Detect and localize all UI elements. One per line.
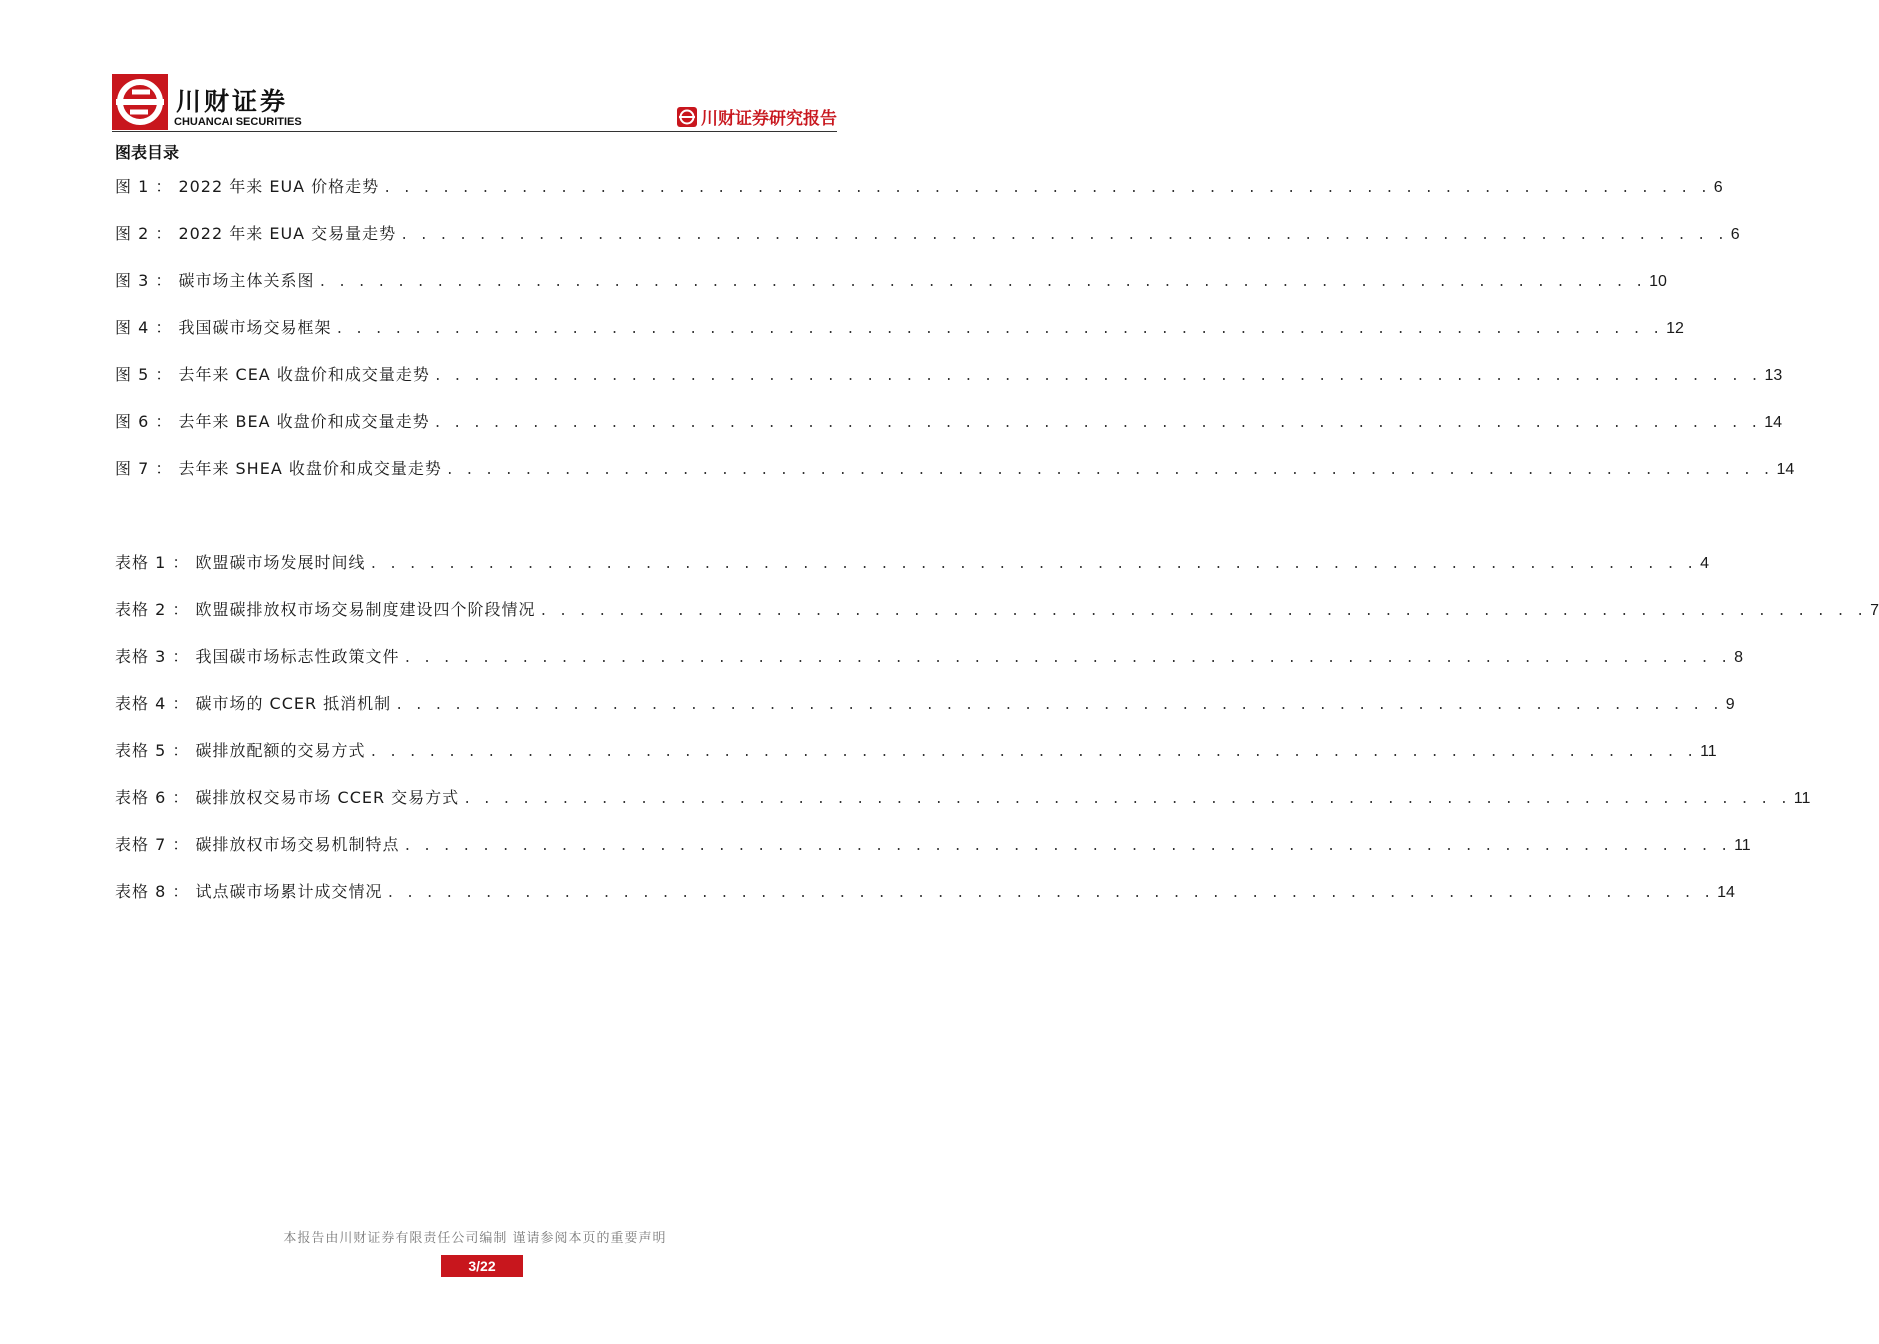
toc-entry-label: 表格 4 ： 碳市场的 CCER 抵消机制 <box>115 694 392 713</box>
toc-entry-label: 表格 1 ： 欧盟碳市场发展时间线 <box>115 553 366 572</box>
toc-entry[interactable] <box>115 552 1709 574</box>
toc-entry-page: 6 <box>1730 226 1740 243</box>
page-number-badge: 3/22 <box>441 1255 523 1277</box>
toc-title: 图表目录 <box>115 143 180 162</box>
leader-dots: . . . . . . . . . . . . . . . . . . . . . . . . . . . . . . . . . . . . . . . . . . . . . . . . . . . . . . . . . . . . . . . . . . . . <box>369 745 1697 760</box>
leader-dots: . . . . . . . . . . . . . . . . . . . . . . . . . . . . . . . . . . . . . . . . . . . . . . . . . . . . . . . . . . . . . . . . . . . . <box>539 604 1867 619</box>
toc-entry[interactable] <box>115 223 1740 245</box>
report-logo-icon <box>677 107 697 127</box>
leader-dots: . . . . . . . . . . . . . . . . . . . . . . . . . . . . . . . . . . . . . . . . . . . . . . . . . . . . . . . . . . . . . . . . . . . . <box>386 886 1714 901</box>
toc-entry[interactable] <box>115 364 1783 386</box>
toc-entry-page: 14 <box>1764 414 1783 431</box>
leader-dots: . . . . . . . . . . . . . . . . . . . . . . . . . . . . . . . . . . . . . . . . . . . . . . . . . . . . . . . . . . . . . . . . . . . . <box>383 181 1710 196</box>
toc-entry-label: 图 7 ： 去年来 SHEA 收盘价和成交量走势 <box>115 459 442 478</box>
toc-entry[interactable] <box>115 458 1795 480</box>
toc-entry-label: 表格 7 ： 碳排放权市场交易机制特点 <box>115 835 400 854</box>
toc-entry-page: 6 <box>1713 179 1723 196</box>
report-tag-label: 川财证券研究报告 <box>701 109 837 129</box>
leader-dots: . . . . . . . . . . . . . . . . . . . . . . . . . . . . . . . . . . . . . . . . . . . . . . . . . . . . . . . . . . . . . . . . . . . . <box>369 557 1697 572</box>
leader-dots: . . . . . . . . . . . . . . . . . . . . . . . . . . . . . . . . . . . . . . . . . . . . . . . . . . . . . . . . . . . . . . . . . . . . <box>400 228 1727 243</box>
toc-entry-label: 图 1 ： 2022 年来 EUA 价格走势 <box>115 177 380 196</box>
toc-entry-page: 14 <box>1717 884 1735 901</box>
toc-entry[interactable] <box>115 176 1723 198</box>
toc-entry-label: 表格 5 ： 碳排放配额的交易方式 <box>115 741 366 760</box>
toc-entry-page: 8 <box>1734 649 1743 666</box>
report-tag <box>677 104 837 129</box>
toc-entry-label: 表格 6 ： 碳排放权交易市场 CCER 交易方式 <box>115 788 460 807</box>
leader-dots: . . . . . . . . . . . . . . . . . . . . . . . . . . . . . . . . . . . . . . . . . . . . . . . . . . . . . . . . . . . . . . . . . . . . <box>403 839 1731 854</box>
toc-entry-label: 表格 8 ： 试点碳市场累计成交情况 <box>115 882 383 901</box>
brand-name-cn: 川财证券 <box>176 87 289 116</box>
toc-entry[interactable] <box>115 270 1667 292</box>
leader-dots: . . . . . . . . . . . . . . . . . . . . . . . . . . . . . . . . . . . . . . . . . . . . . . . . . . . . . . . . . . . . . . . . . . . . <box>463 792 1790 807</box>
toc-entry[interactable] <box>115 834 1751 856</box>
toc-entry-label: 表格 3 ： 我国碳市场标志性政策文件 <box>115 647 400 666</box>
toc-entry-label: 图 3 ： 碳市场主体关系图 <box>115 271 315 290</box>
toc-entry[interactable] <box>115 411 1783 433</box>
toc-entry[interactable] <box>115 881 1735 903</box>
toc-entry-page: 9 <box>1725 696 1735 713</box>
leader-dots: . . . . . . . . . . . . . . . . . . . . . . . . . . . . . . . . . . . . . . . . . . . . . . . . . . . . . . . . . . . . . . . . . . . . <box>433 369 1761 384</box>
header-divider <box>112 131 837 132</box>
brand-name-en: CHUANCAI SECURITIES <box>174 116 302 128</box>
toc-entry-label: 表格 2 ： 欧盟碳排放权市场交易制度建设四个阶段情况 <box>115 600 536 619</box>
toc-entry-page: 11 <box>1734 837 1751 854</box>
toc-entry[interactable] <box>115 646 1743 668</box>
toc-entry-page: 12 <box>1666 320 1684 337</box>
toc-entry-page: 14 <box>1776 461 1795 478</box>
toc-entry-page: 11 <box>1793 790 1811 807</box>
toc-entry-page: 10 <box>1649 273 1667 290</box>
leader-dots: . . . . . . . . . . . . . . . . . . . . . . . . . . . . . . . . . . . . . . . . . . . . . . . . . . . . . . . . . . . . . . . . . . . . <box>433 416 1761 431</box>
toc-entry[interactable] <box>115 599 1879 621</box>
leader-dots: . . . . . . . . . . . . . . . . . . . . . . . . . . . . . . . . . . . . . . . . . . . . . . . . . . . . . . . . . . . . . . . . . . . . <box>318 275 1646 290</box>
leader-dots: . . . . . . . . . . . . . . . . . . . . . . . . . . . . . . . . . . . . . . . . . . . . . . . . . . . . . . . . . . . . . . . . . . . . <box>445 463 1773 478</box>
toc-entry-label: 图 4 ： 我国碳市场交易框架 <box>115 318 332 337</box>
toc-entry[interactable] <box>115 787 1811 809</box>
toc-entry-label: 图 6 ： 去年来 BEA 收盘价和成交量走势 <box>115 412 430 431</box>
leader-dots: . . . . . . . . . . . . . . . . . . . . . . . . . . . . . . . . . . . . . . . . . . . . . . . . . . . . . . . . . . . . . . . . . . . . <box>335 322 1663 337</box>
toc-entry-label: 图 5 ： 去年来 CEA 收盘价和成交量走势 <box>115 365 430 384</box>
toc-entry[interactable] <box>115 317 1684 339</box>
toc-entry-page: 13 <box>1764 367 1783 384</box>
toc-entry-page: 11 <box>1700 743 1717 760</box>
chuancai-logo-icon <box>112 74 168 130</box>
leader-dots: . . . . . . . . . . . . . . . . . . . . . . . . . . . . . . . . . . . . . . . . . . . . . . . . . . . . . . . . . . . . . . . . . . . . <box>395 698 1722 713</box>
leader-dots: . . . . . . . . . . . . . . . . . . . . . . . . . . . . . . . . . . . . . . . . . . . . . . . . . . . . . . . . . . . . . . . . . . . . <box>403 651 1731 666</box>
toc-entry[interactable] <box>115 740 1717 762</box>
toc-entry[interactable] <box>115 693 1735 715</box>
toc-entry-label: 图 2 ： 2022 年来 EUA 交易量走势 <box>115 224 397 243</box>
toc-entry-page: 4 <box>1700 555 1709 572</box>
toc-entry-page: 7 <box>1870 602 1879 619</box>
footer-disclaimer: 本报告由川财证券有限责任公司编制 谨请参阅本页的重要声明 <box>283 1231 667 1246</box>
